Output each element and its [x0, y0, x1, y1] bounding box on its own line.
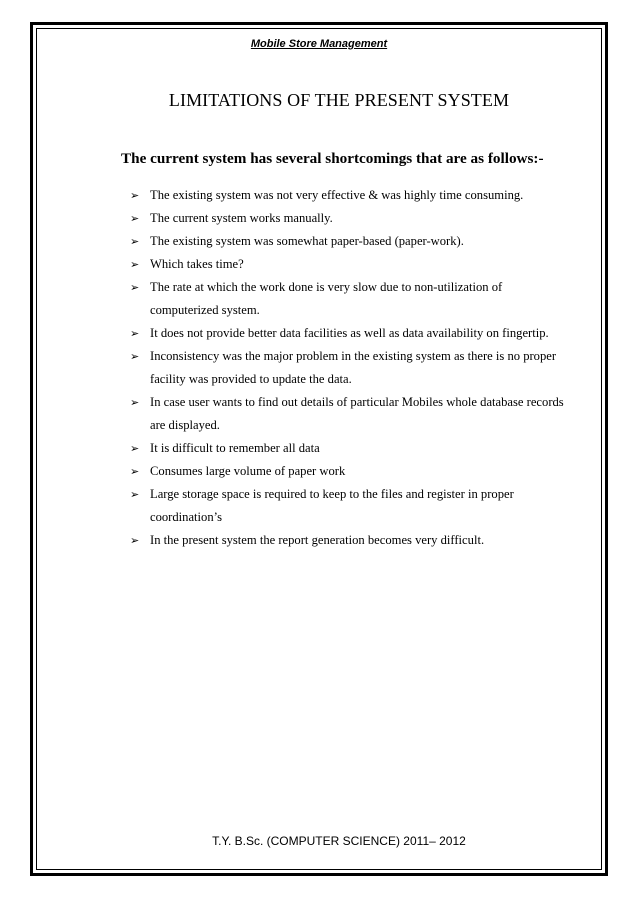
list-item — [130, 322, 570, 345]
list-item-text: The existing system was not very effective & was highly time consuming. — [150, 188, 524, 202]
intro-text: The current system has several shortcomings that are as follows:- — [121, 150, 544, 167]
arrow-bullet-icon: ➢ — [130, 281, 140, 294]
list-item-text: Which takes time? — [150, 257, 244, 271]
arrow-bullet-icon: ➢ — [130, 442, 140, 455]
arrow-bullet-icon: ➢ — [130, 396, 140, 409]
list-item — [130, 230, 570, 253]
list-item-text: It does not provide better data facilities as well as data availability on fingertip. — [150, 326, 549, 340]
arrow-bullet-icon: ➢ — [130, 235, 140, 248]
list-item — [130, 437, 570, 460]
running-footer: T.Y. B.Sc. (COMPUTER SCIENCE) 2011– 2012 — [212, 834, 466, 848]
list-item — [130, 460, 570, 483]
list-item — [130, 276, 570, 322]
list-item — [130, 207, 570, 230]
list-item-text: Consumes large volume of paper work — [150, 464, 346, 478]
arrow-bullet-icon: ➢ — [130, 465, 140, 478]
list-item-text: In the present system the report generation becomes very difficult. — [150, 533, 485, 547]
arrow-bullet-icon: ➢ — [130, 212, 140, 225]
list-item — [130, 253, 570, 276]
list-item-text: The rate at which the work done is very slow due to non-utilization of computerized system. — [150, 280, 503, 317]
list-item-text: Large storage space is required to keep to the files and register in proper coordination’s — [150, 487, 514, 524]
list-item — [130, 391, 570, 437]
list-item — [130, 184, 570, 207]
page-title: LIMITATIONS OF THE PRESENT SYSTEM — [168, 90, 510, 110]
arrow-bullet-icon: ➢ — [130, 350, 140, 363]
arrow-bullet-icon: ➢ — [130, 488, 140, 501]
running-header: Mobile Store Management — [250, 38, 388, 50]
list-item-text: It is difficult to remember all data — [150, 441, 320, 455]
list-item-text: The current system works manually. — [150, 211, 333, 225]
arrow-bullet-icon: ➢ — [130, 534, 140, 547]
list-item-text: In case user wants to find out details of particular Mobiles whole database records are displayed. — [150, 395, 564, 432]
arrow-bullet-icon: ➢ — [130, 258, 140, 271]
list-item-text: Inconsistency was the major problem in the existing system as there is no proper facility was provided to update the data. — [150, 349, 557, 386]
list-item — [130, 483, 570, 529]
list-item — [130, 529, 570, 552]
arrow-bullet-icon: ➢ — [130, 327, 140, 340]
list-item — [130, 345, 570, 391]
arrow-bullet-icon: ➢ — [130, 189, 140, 202]
list-item-text: The existing system was somewhat paper-based (paper-work). — [150, 234, 464, 248]
limitations-list — [130, 184, 570, 552]
